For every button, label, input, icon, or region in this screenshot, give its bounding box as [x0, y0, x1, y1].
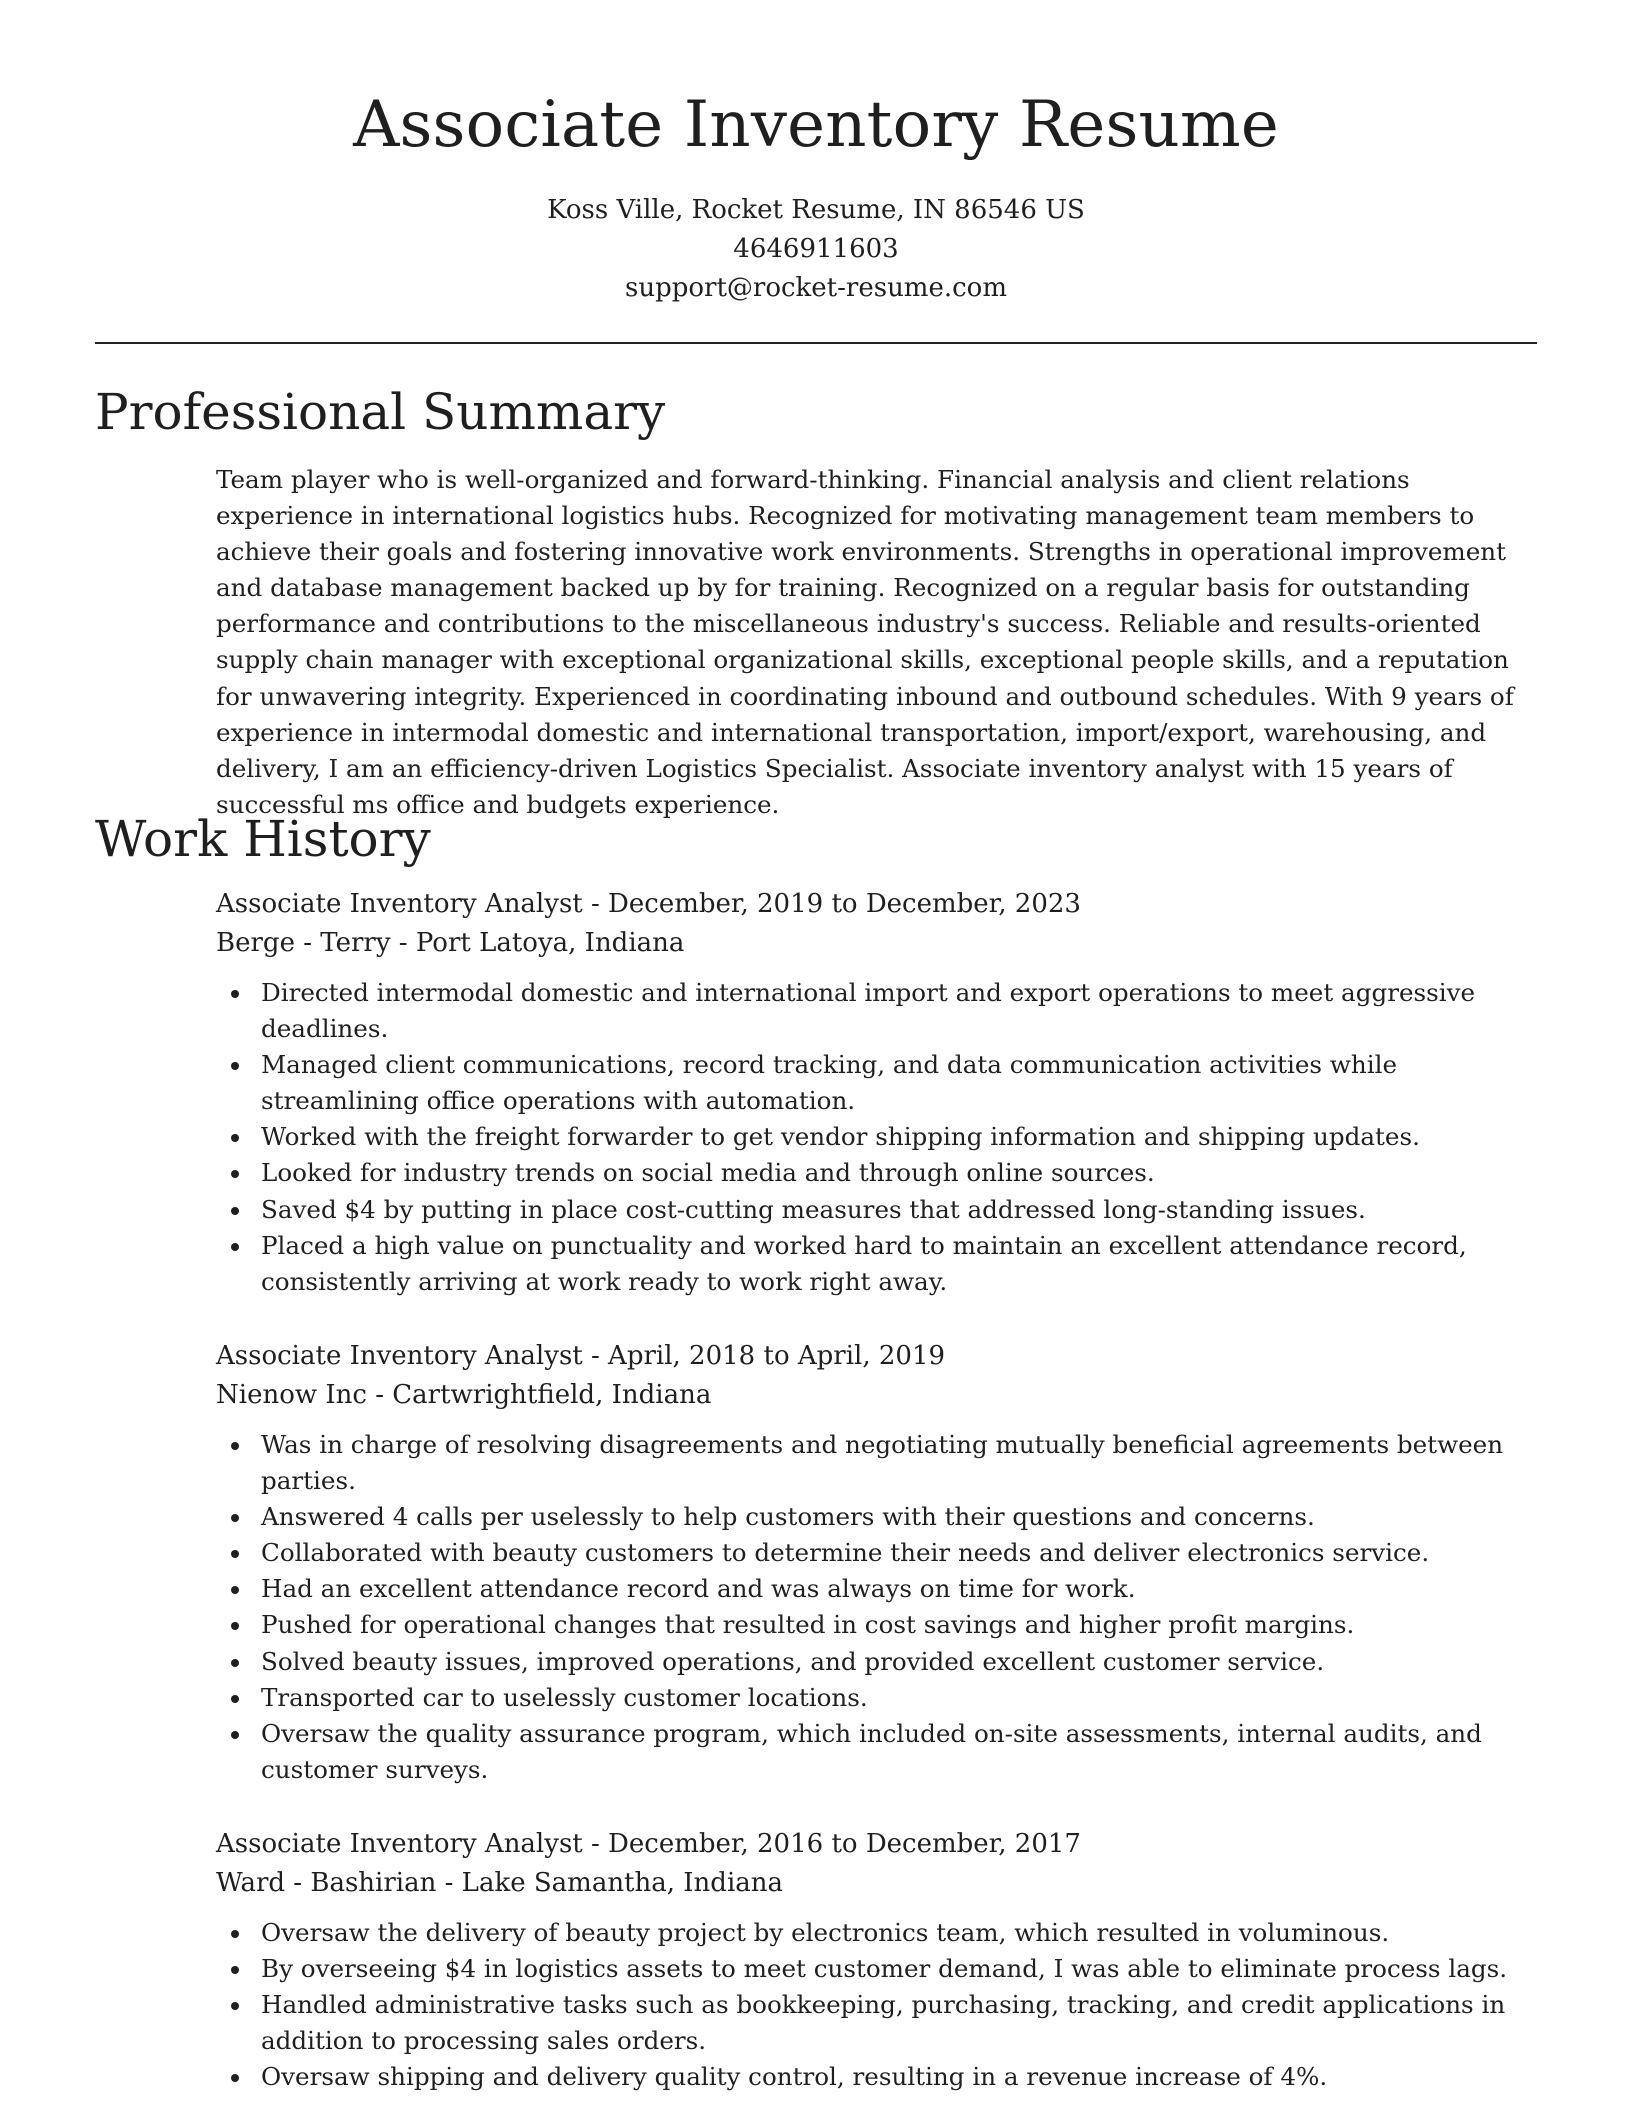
job-employer: Berge - Terry	[216, 928, 391, 958]
job-location: - Cartwrightfield, Indiana	[366, 1380, 712, 1410]
job-employer-line	[216, 1864, 1546, 1903]
job-bullet: Worked with the freight forwarder to get vendor shipping information and shipping updates.	[216, 1119, 1546, 1155]
job-entry	[216, 1337, 1546, 1788]
job-bullet: Saved $4 by putting in place cost-cutting measures that addressed long-standing issues.	[216, 1192, 1546, 1228]
job-bullet: Oversaw shipping and delivery quality control, resulting in a revenue increase of 4%.	[216, 2059, 1546, 2095]
job-location: - Port Latoya, Indiana	[390, 928, 685, 958]
job-title: Associate Inventory Analyst	[216, 1341, 583, 1371]
job-bullet-list	[216, 975, 1546, 1300]
job-bullet: Collaborated with beauty customers to determine their needs and deliver electronics service.	[216, 1535, 1546, 1571]
job-bullet: Had an excellent attendance record and was always on time for work.	[216, 1571, 1546, 1607]
job-bullet-list	[216, 1427, 1546, 1788]
work-history-heading: Work History	[95, 810, 431, 868]
job-title: Associate Inventory Analyst	[216, 889, 583, 919]
address-text: Koss Ville, Rocket Resume, IN 86546 US	[547, 195, 1085, 225]
job-bullet: Oversaw the quality assurance program, which included on-site assessments, internal audits, and customer surveys.	[216, 1716, 1546, 1788]
email-text: support@rocket-resume.com	[624, 273, 1007, 303]
job-employer-line	[216, 924, 1546, 963]
job-bullet-list	[216, 1915, 1546, 2095]
job-dates: - December, 2019 to December, 2023	[582, 889, 1081, 919]
job-dates: - December, 2016 to December, 2017	[582, 1829, 1081, 1859]
job-entry	[216, 885, 1546, 1300]
job-bullet: Transported car to uselessly customer locations.	[216, 1680, 1546, 1716]
job-bullet: Answered 4 calls per uselessly to help customers with their questions and concerns.	[216, 1499, 1546, 1535]
job-bullet: Directed intermodal domestic and international import and export operations to meet aggressive deadlines.	[216, 975, 1546, 1047]
job-bullet: Solved beauty issues, improved operations, and provided excellent customer service.	[216, 1644, 1546, 1680]
professional-summary-text: Team player who is well-organized and forward-thinking. Financial analysis and client relations experience in international logistics hubs. Recognized for motivating management team members to achieve their goals and fostering innovative work environments. Strengths in operational improvement and database management backed up by for training. Recognized on a regular basis for outstanding performance and contributions to the miscellaneous industry's success. Reliable and results-oriented supply chain manager with exceptional organizational skills, exceptional people skills, and a reputation for unwavering integrity. Experienced in coordinating inbound and outbound schedules. With 9 years of experience in intermodal domestic and international transportation, import/export, warehousing, and delivery, I am an efficiency-driven Logistics Specialist. Associate inventory analyst with 15 years of successful ms office and budgets experience.	[216, 465, 1514, 819]
job-bullet: Placed a high value on punctuality and worked hard to maintain an excellent attendance record, consistently arriving at work ready to work right away.	[216, 1228, 1546, 1300]
job-employer-line	[216, 1376, 1546, 1415]
header-divider	[95, 342, 1537, 344]
job-bullet: Was in charge of resolving disagreements and negotiating mutually beneficial agreements between parties.	[216, 1427, 1546, 1499]
job-bullet: Oversaw the delivery of beauty project by electronics team, which resulted in voluminous.	[216, 1915, 1546, 1951]
job-location: - Lake Samantha, Indiana	[436, 1868, 784, 1898]
job-bullet: Looked for industry trends on social media and through online sources.	[216, 1155, 1546, 1191]
phone-text: 4646911603	[733, 234, 899, 264]
job-title-line	[216, 885, 1546, 924]
job-entry	[216, 1825, 1546, 2095]
job-bullet: Pushed for operational changes that resulted in cost savings and higher profit margins.	[216, 1607, 1546, 1643]
job-bullet: By overseeing $4 in logistics assets to meet customer demand, I was able to eliminate process lags.	[216, 1951, 1546, 1987]
job-employer: Ward - Bashirian	[216, 1868, 437, 1898]
job-bullet: Handled administrative tasks such as bookkeeping, purchasing, tracking, and credit applications in addition to processing sales orders.	[216, 1987, 1546, 2059]
job-bullet: Managed client communications, record tracking, and data communication activities while streamlining office operations with automation.	[216, 1047, 1546, 1119]
resume-title: Associate Inventory Resume	[353, 88, 1279, 162]
job-title: Associate Inventory Analyst	[216, 1829, 583, 1859]
job-dates: - April, 2018 to April, 2019	[582, 1341, 946, 1371]
job-title-line	[216, 1337, 1546, 1376]
professional-summary-heading: Professional Summary	[95, 383, 666, 441]
contact-info	[0, 191, 1632, 308]
job-employer: Nienow Inc	[216, 1380, 367, 1410]
job-title-line	[216, 1825, 1546, 1864]
